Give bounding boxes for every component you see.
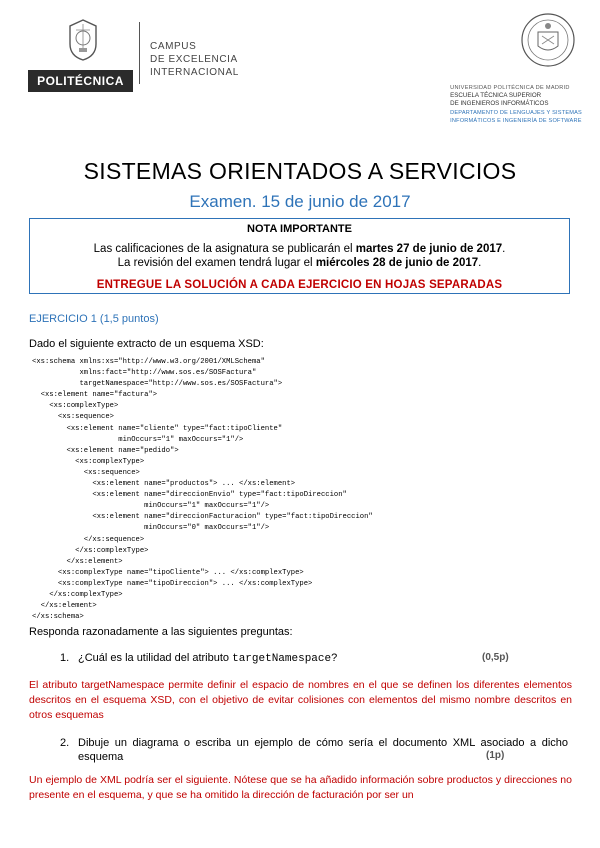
important-notice-box	[29, 218, 570, 294]
code-line: targetNamespace="http://www.sos.es/SOSFactura">	[32, 380, 283, 389]
header-divider	[139, 22, 140, 84]
question-points: (1p)	[486, 750, 505, 761]
question-text: Dibuje un diagrama o escriba un ejemplo de cómo sería el documento XML asociado a dicho esquema	[78, 737, 568, 763]
question-text-part: ?	[331, 652, 338, 664]
notice-text: .	[502, 243, 506, 255]
code-line: <xs:complexType name="tipoDireccion"> ... </xs:complexType>	[32, 579, 313, 588]
notice-text: .	[478, 257, 482, 269]
code-line: minOccurs="1" maxOccurs="1"/>	[32, 435, 244, 444]
code-line: </xs:complexType>	[32, 546, 149, 555]
upm-logo	[28, 18, 133, 96]
department-line: DEPARTAMENTO DE LENGUAJES Y SISTEMAS	[450, 110, 582, 117]
code-line: <xs:element name="pedido">	[32, 446, 179, 455]
question-code: targetNamespace	[232, 653, 332, 665]
code-line: xmlns:fact="http://www.sos.es/SOSFactura"	[32, 369, 257, 378]
xsd-code-block	[32, 357, 373, 623]
question-points: (0,5p)	[482, 652, 509, 663]
notice-heading: NOTA IMPORTANTE	[247, 223, 352, 235]
question-number: 2.	[60, 737, 70, 749]
campus-line: CAMPUS	[150, 41, 197, 52]
etsiinf-seal-icon	[520, 12, 576, 68]
department-line: INFORMÁTICOS E INGENIERÍA DE SOFTWARE	[450, 117, 582, 124]
question-text-part: ¿Cuál es la utilidad del atributo	[78, 652, 233, 664]
question-number: 1.	[60, 652, 70, 664]
page-title: SISTEMAS ORIENTADOS A SERVICIOS	[83, 158, 517, 184]
question-text	[78, 652, 337, 665]
code-line: </xs:schema>	[32, 613, 84, 622]
school-line: UNIVERSIDAD POLITÉCNICA DE MADRID	[450, 85, 570, 91]
upm-crest-icon	[66, 18, 100, 62]
code-line: minOccurs="0" maxOccurs="1"/>	[32, 524, 270, 533]
notice-warning: ENTREGUE LA SOLUCIÓN A CADA EJERCICIO EN HOJAS SEPARADAS	[96, 279, 503, 291]
school-info	[450, 85, 582, 125]
school-line: ESCUELA TÉCNICA SUPERIOR	[450, 92, 542, 100]
code-line: </xs:element>	[32, 557, 123, 566]
code-line: </xs:element>	[32, 602, 97, 611]
code-line: <xs:element name="cliente" type="fact:tipoCliente"	[32, 424, 283, 433]
notice-text: Las calificaciones de la asignatura se publicarán el	[93, 243, 356, 255]
code-line: <xs:sequence>	[32, 468, 140, 477]
code-line: <xs:element name="direccionEnvio" type="fact:tipoDireccion"	[32, 491, 347, 500]
campus-line: DE EXCELENCIA	[150, 54, 238, 65]
answer-1: El atributo targetNamespace permite definir el espacio de nombres en el que se definen los diferentes elementos descritos en el esquema XSD, con el objetivo de evitar colisiones con elementos del mismo nombre descritos en otros esquemas	[29, 679, 572, 721]
exam-date-subtitle: Examen. 15 de junio de 2017	[189, 192, 411, 211]
code-line: <xs:element name="productos"> ... </xs:element>	[32, 480, 296, 489]
notice-date: miércoles 28 de junio de 2017	[315, 257, 479, 269]
code-line: <xs:sequence>	[32, 413, 114, 422]
school-line: DE INGENIEROS INFORMÁTICOS	[450, 99, 549, 107]
notice-text: La revisión del examen tendrá lugar el	[117, 257, 316, 269]
exercise-title: EJERCICIO 1 (1,5 puntos)	[29, 313, 159, 325]
upm-logo-text: POLITÉCNICA	[28, 70, 133, 92]
code-line: minOccurs="1" maxOccurs="1"/>	[32, 502, 270, 511]
notice-date: martes 27 de junio de 2017	[355, 243, 503, 255]
campus-excelencia	[150, 40, 239, 79]
notice-line-review	[30, 256, 569, 270]
notice-line-grades	[30, 242, 569, 256]
code-line: <xs:complexType>	[32, 402, 119, 411]
code-line: <xs:element name="factura">	[32, 391, 158, 400]
code-line: <xs:complexType name="tipoCliente"> ... </xs:complexType>	[32, 568, 304, 577]
code-line: </xs:sequence>	[32, 535, 145, 544]
answer-2: Un ejemplo de XML podría ser el siguiente. Nótese que se ha añadido información sobre productos y direcciones no presente en el esquema, y que se ha omitido la dirección de facturación por ser un	[29, 774, 572, 801]
code-line: <xs:schema xmlns:xs="http://www.w3.org/2001/XMLSchema"	[32, 358, 265, 366]
campus-line: INTERNACIONAL	[150, 67, 239, 78]
code-line: <xs:complexType>	[32, 457, 145, 466]
code-line: <xs:element name="direccionFacturacion" type="fact:tipoDireccion"	[32, 513, 373, 522]
code-line: </xs:complexType>	[32, 590, 123, 599]
questions-instruction: Responda razonadamente a las siguientes preguntas:	[29, 626, 293, 638]
exercise-intro: Dado el siguiente extracto de un esquema XSD:	[29, 338, 264, 350]
